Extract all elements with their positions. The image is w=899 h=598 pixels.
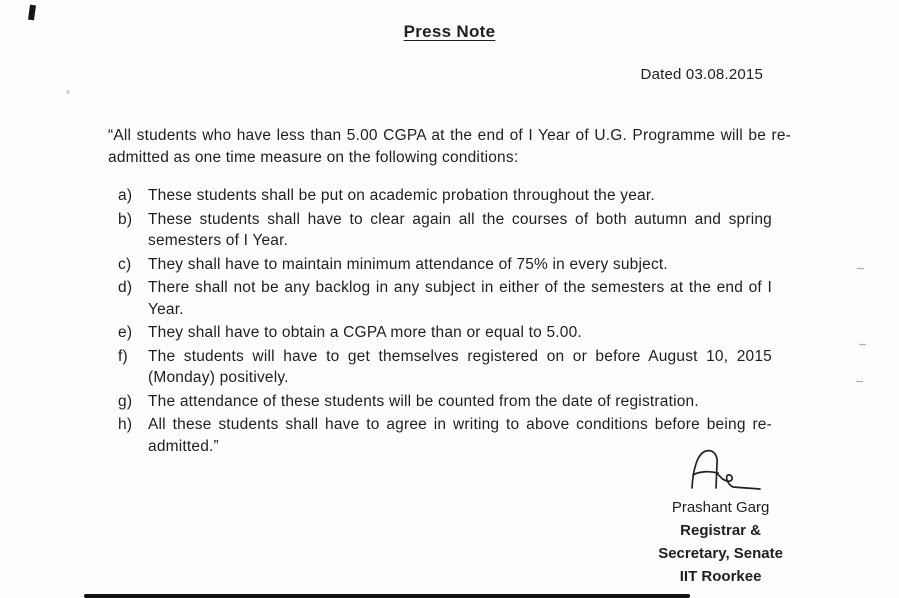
page-title — [0, 0, 899, 42]
list-item-label: d) — [118, 279, 133, 296]
list-item-label: f) — [118, 347, 128, 365]
page-title-text: Press Note — [403, 22, 496, 41]
list-item-label: b) — [118, 210, 133, 228]
list-item — [118, 185, 772, 207]
list-item-text: They shall have to obtain a CGPA more than or equal to 5.00. — [148, 324, 582, 341]
list-item-label: c) — [118, 255, 132, 273]
signature-block — [658, 448, 783, 588]
signatory-designation: Secretary, Senate — [658, 545, 783, 562]
conditions-list — [0, 185, 899, 457]
list-item-text: These students shall be put on academic probation throughout the year. — [148, 187, 655, 204]
date-line: Dated 03.08.2015 — [640, 66, 763, 83]
list-item — [118, 277, 772, 320]
scan-artifact: ∼ — [856, 263, 866, 275]
list-item-text: All these students shall have to agree in writing to above conditions before being re-admitted.” — [148, 416, 772, 455]
list-item-text: The attendance of these students will be counted from the date of registration. — [148, 392, 699, 410]
signatory-name: Prashant Garg — [671, 499, 770, 516]
list-item-label: e) — [118, 324, 133, 341]
signature-icon — [686, 448, 764, 494]
list-item — [118, 346, 772, 389]
list-item-text: The students will have to get themselves registered on or before August 10, 2015 (Monday) positively. — [148, 347, 772, 386]
list-item-text: These students shall have to clear again all the courses of both autumn and spring semesters of I Year. — [148, 210, 772, 249]
list-item — [118, 322, 772, 344]
signatory-designation: Registrar & — [680, 522, 762, 539]
list-item — [118, 391, 772, 413]
list-item-text: There shall not be any backlog in any subject in either of the semesters at the end of I Year. — [148, 279, 772, 318]
intro-paragraph: “All students who have less than 5.00 CGPA at the end of I Year of U.G. Programme will be re-admitted as one time measure on the following conditions: — [108, 127, 791, 166]
list-item-label: g) — [118, 392, 133, 410]
signatory-organization: IIT Roorkee — [679, 568, 762, 585]
list-item-label: a) — [118, 187, 133, 204]
scan-artifact — [84, 594, 690, 598]
list-item-text: They shall have to maintain minimum attendance of 75% in every subject. — [148, 255, 668, 273]
scan-artifact: ° — [66, 90, 70, 101]
scan-artifact: ∼ — [855, 376, 865, 388]
list-item — [118, 254, 772, 276]
list-item — [118, 209, 772, 252]
scan-artifact: ∼ — [858, 339, 868, 351]
list-item-label: h) — [118, 416, 133, 433]
